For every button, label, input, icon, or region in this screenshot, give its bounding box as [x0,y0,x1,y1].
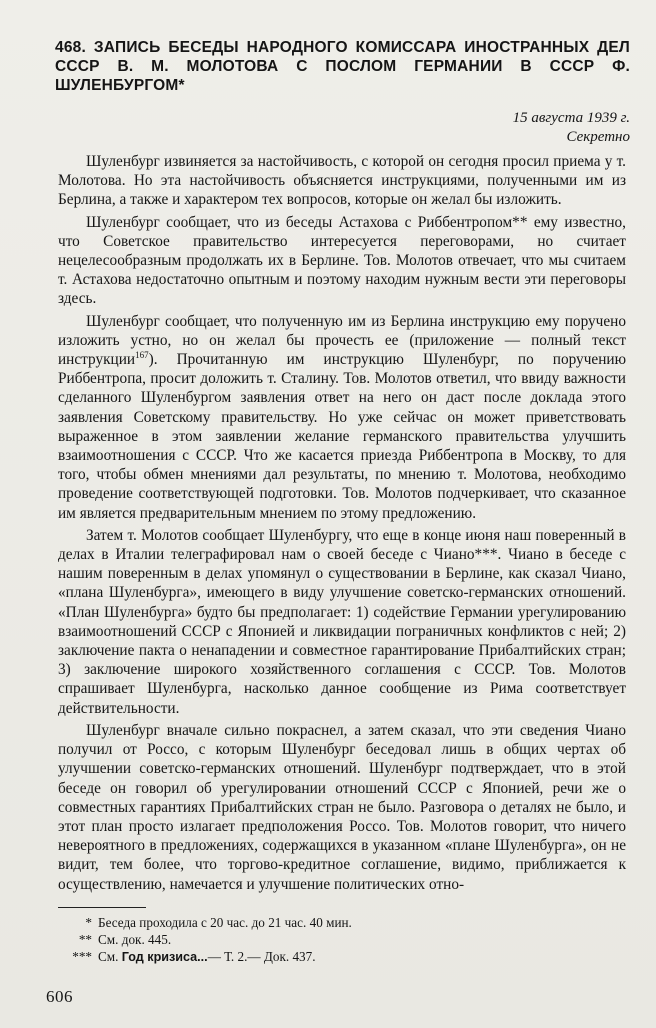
paragraph-3-part-a: Шуленбург сообщает, что полученную им из Берлина инструкцию ему поручено изложить устно, но он желал бы прочесть ее (приложение — полный текст инструкции [58,312,626,369]
document-date: 15 августа 1939 г. [512,110,630,126]
footnote-mark: *** [72,949,92,964]
endnote-reference: 167 [135,349,149,360]
footnote-mark: ** [78,932,92,947]
footnote-text [98,948,316,966]
footnote-divider [58,907,146,908]
footnotes [58,914,578,966]
document-heading [55,38,630,95]
document-number: 468. [55,39,86,56]
paragraph-1: Шуленбург извиняется за настойчивость, с которой он сегодня просил приема у т. Молотова. Но эта настойчивость объясняется инструкциями, полученными им из Берлина, а также и характером тех вопросов, которые он желал бы изложить. [58,153,626,209]
footnote-mark: * [85,915,92,930]
footnote-prefix: См. [98,949,122,964]
footnote-3 [58,948,578,966]
paragraph-3-part-b: ). Прочитанную им инструкцию Шуленбург, по поручению Риббентропа, просит доложить т. Сталину. Тов. Молотов ответил, что ввиду важности сделанного Шуленбургом заявления ответ на него он даст после доклада этого заявления Советскому правительству. Но уже сейчас он может приветствовать выраженное в этом заявлении желание германского правительства улучшить взаимоотношения с СССР. Что же касается приезда Риббентропа в Москву, то для того, чтобы обмен мнениями дал результаты, по мнению т. Молотова, необходимо проведение соответствующей подготовки. Тов. Молотов подчеркивает, что сказанное им является предварительным мнением по этому предложению. [58,351,626,522]
footnote-1 [58,914,578,931]
document-classification: Секретно [566,129,630,145]
paragraph-3 [58,312,626,523]
page-number: 606 [46,987,73,1006]
footnote-text: Беседа проходила с 20 час. до 21 час. 40 мин. [98,915,352,930]
document-meta [513,109,630,147]
document-title: ЗАПИСЬ БЕСЕДЫ НАРОДНОГО КОМИССАРА ИНОСТРАННЫХ ДЕЛ СССР В. М. МОЛОТОВА С ПОСЛОМ ГЕРМАНИИ В СССР Ф. ШУЛЕНБУРГОМ* [55,39,631,94]
footnote-suffix: — Т. 2.— Док. 437. [207,949,316,964]
paragraph-4: Затем т. Молотов сообщает Шуленбургу, что еще в конце июня наш поверенный в делах в Италии телеграфировал нам о своей беседе с Чиано***. Чиано в беседе с нашим поверенным в делах упомянул о существовании в Берлине, как сказал Чиано, «плана Шуленбурга», имеющего в виду улучшение советско-германских отношений. «План Шуленбурга» будто бы предполагает: 1) содействие Германии урегулированию взаимоотношений СССР с Японией и ликвидации пограничных конфликтов с ней; 2) заключение пакта о ненападении и совместное гарантирование Прибалтийских стран; 3) заключение широкого хозяйственного соглашения с СССР. Тов. Молотов спрашивает Шуленбурга, насколько данное сообщение из Рима соответствует действительности. [58,526,626,717]
paragraph-2: Шуленбург сообщает, что из беседы Астахова с Риббентропом** ему известно, что Советское правительство интересуется переговорами, но считает нецелесообразным продолжать их в Берлине. Тов. Молотов отвечает, что мы считаем т. Астахова недостаточно опытным и поэтому находим нужным вести эти переговоры здесь. [58,213,626,308]
footnote-2 [58,931,578,948]
document-body [58,152,626,897]
paragraph-5: Шуленбург вначале сильно покраснел, а затем сказал, что эти сведения Чиано получил от Россо, с которым Шуленбург беседовал лишь в общих чертах об улучшении советско-германских отношений. Шуленбург подтверждает, что в этой беседе он говорил об урегулировании отношений СССР с Японией, речи же о совместных гарантиях Прибалтийских стран не было. Разговора о деталях не было, и этот план просто излагает предположения Россо. Тов. Молотов говорит, что ничего невероятного в предложениях, содержащихся в указанном «плане Шуленбурга», он не видит, тем более, что торгово-кредитное соглашение, видимо, приближается к осуществлению, намечается и улучшение политических отно- [58,721,626,893]
footnote-text: См. док. 445. [98,932,172,947]
footnote-source-title: Год кризиса... [121,950,208,964]
